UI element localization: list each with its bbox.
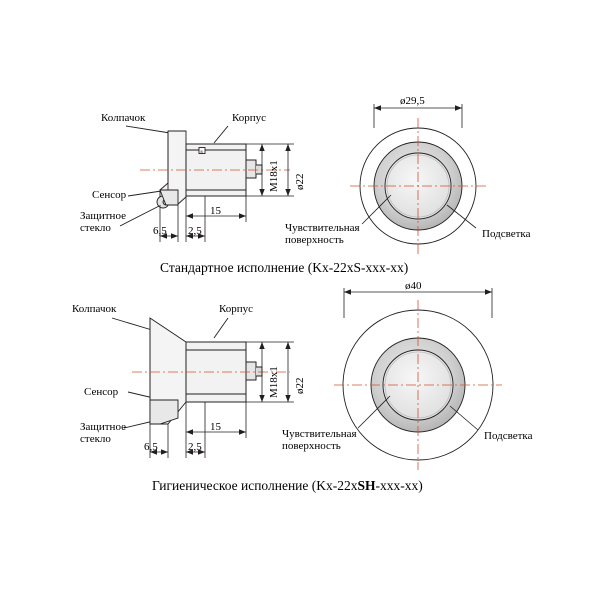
label-sensitive-standard-line1: Чувствительная — [285, 222, 360, 234]
dim-15-hygienic: 15 — [210, 421, 221, 433]
label-glass-hygienic-line2: стекло — [80, 433, 111, 445]
dim-6-5-standard: 6,5 — [153, 225, 167, 237]
label-sensor-standard: Сенсор — [92, 189, 127, 201]
label-sensitive-hygienic-line2: поверхность — [282, 440, 341, 452]
label-sensitive-hygienic-line1: Чувствительная — [282, 428, 357, 440]
dim-diameter-body-standard: ø22 — [294, 173, 306, 190]
label-body-hygienic: Корпус — [219, 303, 254, 315]
dim-6-5-hygienic: 6,5 — [144, 441, 158, 453]
label-backlight-hygienic: Подсветка — [484, 430, 533, 442]
caption-hygienic-suffix: -xxx-xx) — [375, 478, 423, 493]
label-sensor-hygienic: Сенсор — [84, 386, 119, 398]
dim-diameter-body-hygienic: ø22 — [294, 377, 306, 394]
caption-standard: Стандартное исполнение (Kx-22xS-xxx-xx) — [160, 260, 409, 275]
dim-2-5-standard: 2,5 — [188, 225, 202, 237]
svg-text:в: в — [200, 149, 203, 155]
dim-thread-standard: M18x1 — [268, 160, 280, 192]
dim-front-diameter-hygienic: ø40 — [405, 280, 422, 292]
label-body-standard: Корпус — [232, 112, 267, 124]
dim-15-standard: 15 — [210, 205, 221, 217]
label-sensitive-standard-line2: поверхность — [285, 234, 344, 246]
caption-hygienic-prefix: Гигиеническое исполнение (Kx-22x — [152, 478, 358, 493]
caption-hygienic — [152, 478, 423, 494]
label-glass-hygienic-line1: Защитное — [80, 421, 126, 433]
caption-hygienic-bold: SH — [357, 478, 376, 493]
label-cap-standard: Колпачок — [101, 112, 146, 124]
label-glass-standard-line2: стекло — [80, 222, 111, 234]
label-glass-standard-line1: Защитное — [80, 210, 126, 222]
dim-2-5-hygienic: 2,5 — [188, 441, 202, 453]
label-cap-hygienic: Колпачок — [72, 303, 117, 315]
dim-front-diameter-standard: ø29,5 — [400, 95, 425, 107]
dim-thread-hygienic: M18x1 — [268, 366, 280, 398]
label-backlight-standard: Подсветка — [482, 228, 531, 240]
